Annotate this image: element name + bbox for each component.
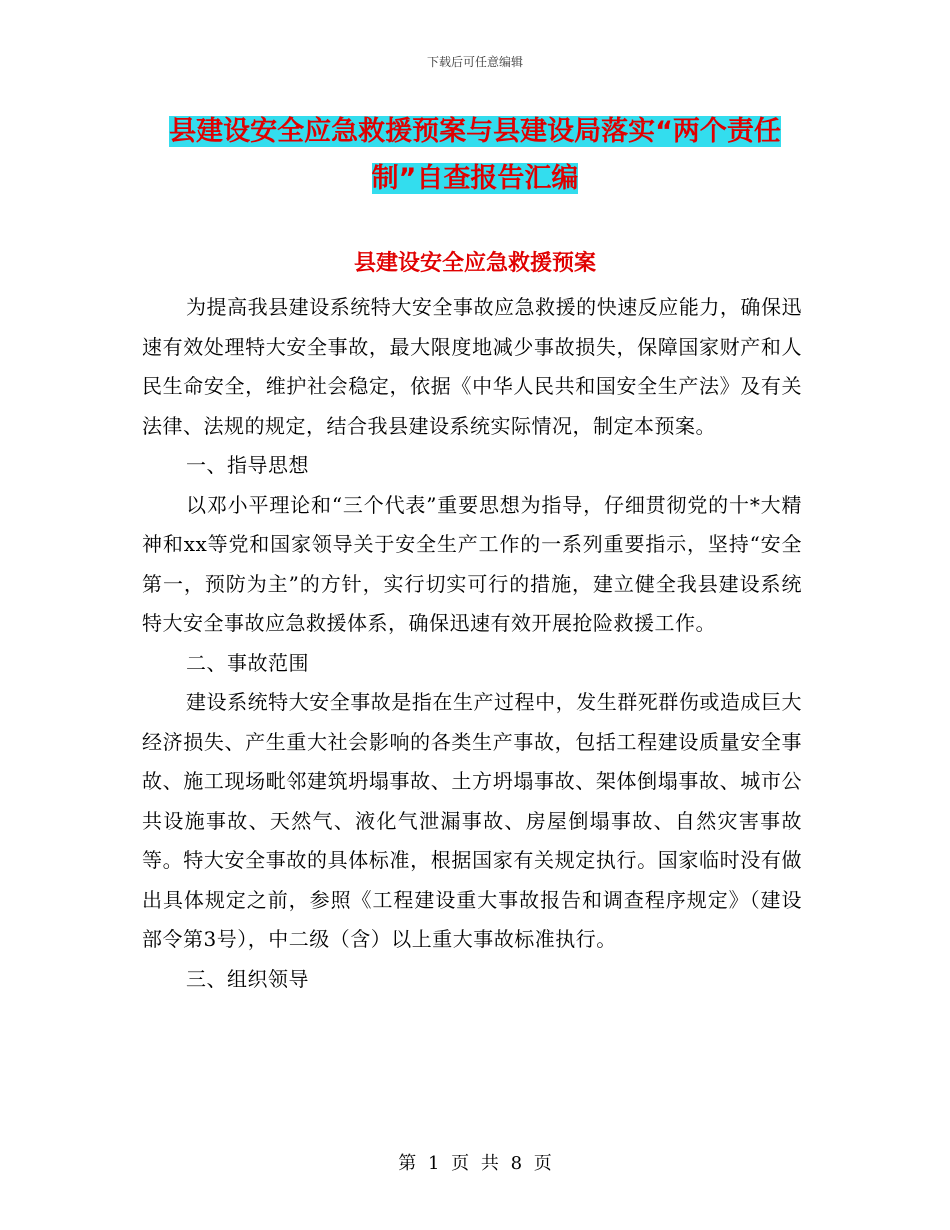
- paragraph-guiding-ideology: 以邓小平理论和“三个代表”重要思想为指导，仔细贯彻党的十*大精神和xx等党和国家领导关于安全生产工作的一系列重要指示，坚持“安全第一，预防为主”的方针，实行切实可行的措施，建立健全我县建设系统特大安全事故应急救援体系，确保迅速有效开展抢险救援工作。: [142, 492, 802, 635]
- page-header-note: 下载后可任意编辑: [426, 55, 523, 69]
- page-number: 第 1 页 共 8 页: [398, 1153, 552, 1174]
- section-title: 县建设安全应急救援预案: [353, 251, 596, 276]
- paragraph-intro: 为提高我县建设系统特大安全事故应急救援的快速反应能力，确保迅速有效处理特大安全事故，最大限度地减少事故损失，保障国家财产和人民生命安全，维护社会稳定，依据《中华人民共和国安全生产法》及有关法律、法规的规定，结合我县建设系统实际情况，制定本预案。: [142, 295, 802, 438]
- document-title: [150, 108, 800, 202]
- heading-organization-leadership: 三、组织领导: [186, 966, 309, 991]
- paragraph-accident-scope: 建设系统特大安全事故是指在生产过程中，发生群死群伤或造成巨大经济损失、产生重大社会影响的各类生产事故，包括工程建设质量安全事故、施工现场毗邻建筑坍塌事故、土方坍塌事故、架体倒塌事故、城市公共设施事故、天然气、液化气泄漏事故、房屋倒塌事故、自然灾害事故等。特大安全事故的具体标准，根据国家有关规定执行。国家临时没有做出具体规定之前，参照《工程建设重大事故报告和调查程序规定》（建设部令第3号），中二级（含）以上重大事故标准执行。: [142, 690, 802, 951]
- document-title-text: 县建设安全应急救援预案与县建设局落实“两个责任制”自查报告汇编: [169, 116, 781, 194]
- document-body: [142, 288, 802, 999]
- heading-guiding-ideology: 一、指导思想: [186, 453, 309, 477]
- heading-accident-scope: 二、事故范围: [186, 650, 309, 675]
